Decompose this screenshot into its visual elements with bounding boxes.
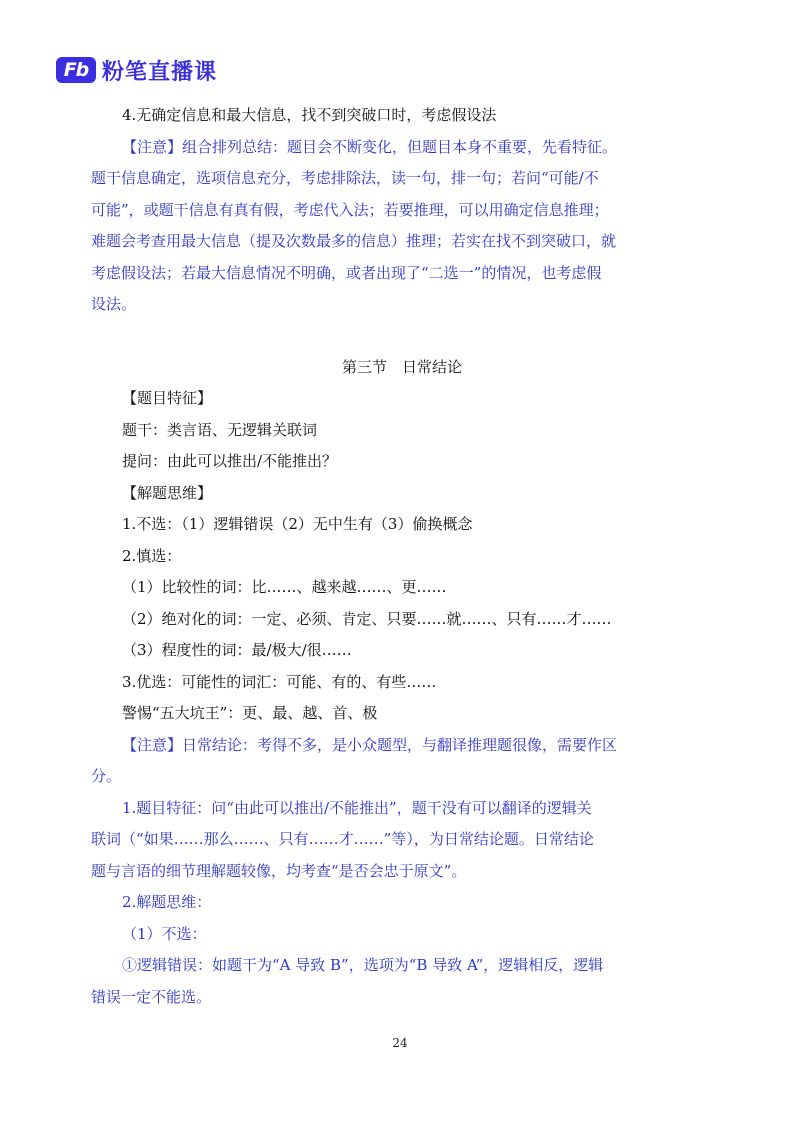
- careful-item: （1）比较性的词：比……、越来越……、更……: [122, 578, 447, 596]
- note-line: 可能”，或题干信息有真有假，考虑代入法；若要推理，可以用确定信息推理；: [91, 200, 609, 219]
- careful-choose: 2.慎选：: [122, 546, 182, 565]
- note-line: 设法。: [91, 295, 137, 313]
- careful-item: （3）程度性的词：最/极大/很……: [122, 641, 352, 659]
- warning-line: 警惕“五大坑王”：更、最、越、首、极: [122, 704, 378, 722]
- careful-item: （2）绝对化的词：一定、必须、肯定、只要……就……、只有……才……: [122, 609, 612, 628]
- feature-explain-line: 1.题目特征：问“由此可以推出/不能推出”，题干没有可以翻译的逻辑关: [122, 798, 592, 817]
- brand-logo: [56, 54, 217, 86]
- logic-error-line: ①逻辑错误：如题干为“A 导致 B”，选项为“B 导致 A”，逻辑相反，逻辑: [122, 956, 604, 974]
- feature-explain-line: 联词（“如果……那么……、只有……才……”等），为日常结论题。日常结论: [91, 830, 594, 848]
- prefer-choose: 3.优选：可能性的词汇：可能、有的、有些……: [122, 672, 437, 691]
- fb-logo-icon: Fb: [56, 57, 96, 83]
- feature-explain-line: 题与言语的细节理解题较像，均考查“是否会忠于原文”。: [91, 861, 467, 880]
- note-line: 【注意】组合排列总结：题目会不断变化，但题目本身不重要，先看特征。: [122, 137, 618, 156]
- note-line: 难题会考查用最大信息（提及次数最多的信息）推理；若实在找不到突破口，就: [91, 232, 617, 250]
- not-choose-explain: （1）不选：: [122, 924, 207, 943]
- thinking-heading: 【解题思维】: [122, 483, 213, 502]
- logic-error-line: 错误一定不能选。: [91, 987, 212, 1006]
- feature-question: 提问：由此可以推出/不能推出？: [122, 452, 338, 470]
- item-4: 4.无确定信息和最大信息，找不到突破口时，考虑假设法: [122, 106, 497, 124]
- feature-stem: 题干：类言语、无逻辑关联词: [122, 420, 318, 439]
- note-line: 【注意】日常结论：考得不多，是小众题型，与翻译推理题很像，需要作区: [122, 735, 618, 754]
- feature-heading: 【题目特征】: [122, 389, 213, 407]
- page-number: 24: [392, 1036, 408, 1050]
- not-choose: 1.不选：（1）逻辑错误（2）无中生有（3）偷换概念: [122, 515, 473, 533]
- note-line: 分。: [91, 767, 122, 785]
- page-content: [91, 100, 682, 1013]
- section-title: 第三节 日常结论: [341, 357, 462, 376]
- note-line: 考虑假设法；若最大信息情况不明确，或者出现了“二选一”的情况，也考虑假: [91, 263, 602, 282]
- note-line: 题干信息确定，选项信息充分，考虑排除法，读一句，排一句；若问“可能/不: [91, 169, 599, 187]
- brand-name: 粉笔直播课: [102, 59, 218, 85]
- thinking-explain: 2.解题思维：: [122, 893, 212, 911]
